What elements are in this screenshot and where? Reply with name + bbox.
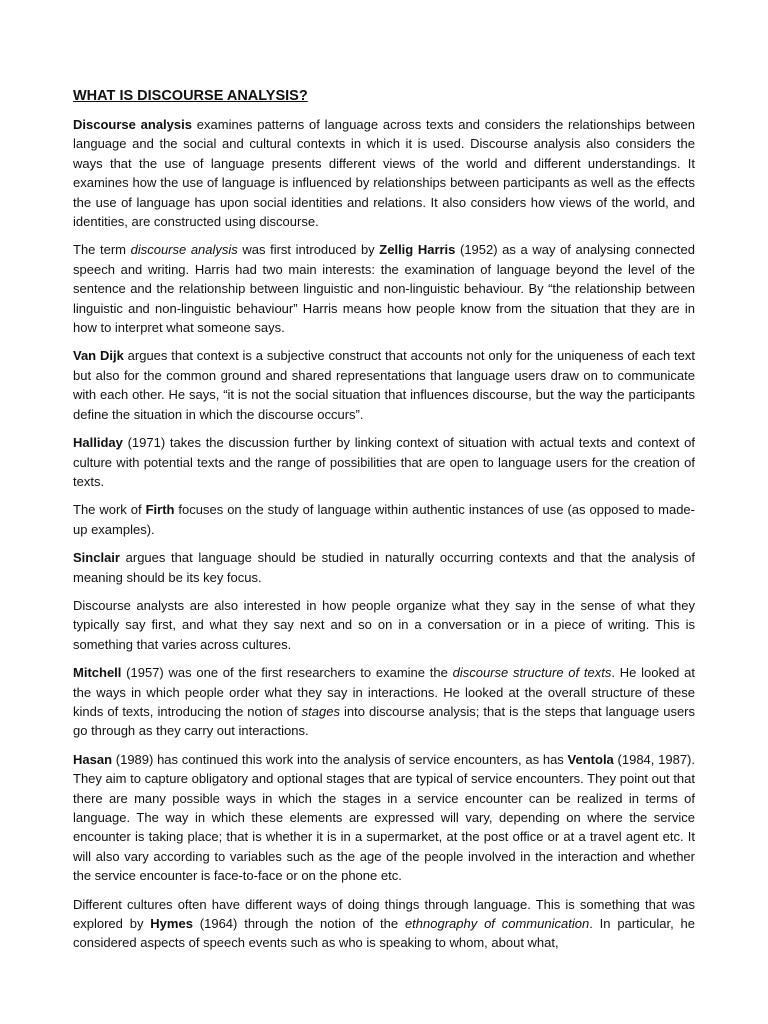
paragraph-sinclair: Sinclair argues that language should be studied in naturally occurring contexts and that the analysis of meaning should be its key focus. xyxy=(73,550,695,585)
paragraph-halliday: Halliday (1971) takes the discussion further by linking context of situation with actual texts and context of culture with potential texts and the range of possibilities that are open to language users for the creation of texts. xyxy=(73,435,695,489)
paragraph-definition: Discourse analysis examines patterns of language across texts and considers the relationships between language and the social and cultural contexts in which it is used. Discourse analysis also considers the ways that the use of language presents different views of the world and different understandings. It examines how the use of language is influenced by relationships between participants as well as the effects the use of language has upon social identities and relations. It also considers how views of the world, and identities, are constructed using discourse. xyxy=(73,117,695,230)
paragraph-harris: The term discourse analysis was first introduced by Zellig Harris (1952) as a way of analysing connected speech and writing. Harris had two main interests: the examination of language beyond the level of the sentence and the relationship between linguistic and non-linguistic behaviour. By “the relationship between linguistic and non-linguistic behaviour” Harris means how people know from the situation that they are in how to interpret what someone says. xyxy=(73,242,695,336)
paragraph-hasan: Hasan (1989) has continued this work into the analysis of service encounters, as has Ventola (1984, 1987). They aim to capture obligatory and optional stages that are typical of service encounters. They point out that there are many possible ways in which the stages in a service encounter can be realized in terms of language. The way in which these elements are expressed will vary, depending on where the service encounter is taking place; that is whether it is in a supermarket, at the post office or at a travel agent etc. It will also vary according to variables such as the age of the people involved in the interaction and whether the service encounter is face-to-face or on the phone etc. xyxy=(73,751,695,884)
name-halliday: Halliday xyxy=(73,435,123,451)
name-zellig-harris: Zellig Harris xyxy=(379,242,456,258)
paragraph-organization: Discourse analysts are also interested in how people organize what they say in the sense of what they typically say first, and what they say next and so on in a conversation or in a piece of writing. This is something that varies across cultures. xyxy=(73,597,695,652)
term-discourse-analysis: Discourse analysis xyxy=(73,117,192,132)
paragraph-mitchell: Mitchell (1957) was one of the first researchers to examine the discourse structure of texts. He looked at the ways in which people order what they say in interactions. He looked at the overall structure of these kinds of texts, introducing the notion of stages into discourse analysis; that is the steps that language users go through as they carry out interactions. xyxy=(73,665,695,739)
paragraph-hymes: Different cultures often have different ways of doing things through language. This is something that was explored by Hymes (1964) through the notion of the ethnography of communication. In particular, he considered aspects of speech events such as who is speaking to whom, about what, xyxy=(73,896,695,951)
name-sinclair: Sinclair xyxy=(73,550,120,566)
name-firth: Firth xyxy=(145,502,175,518)
paragraph-van-dijk: Van Dijk argues that context is a subjective construct that accounts not only for the uniqueness of each text but also for the common ground and shared representations that language users draw on to communicate with each other. He says, “it is not the social situation that influences discourse, but the way the participants define the situation in which the discourse occurs”. xyxy=(73,348,696,422)
name-mitchell: Mitchell xyxy=(73,665,122,681)
document-page xyxy=(73,85,695,962)
name-hasan: Hasan xyxy=(73,751,113,767)
name-ventola: Ventola xyxy=(567,751,614,767)
page-title: WHAT IS DISCOURSE ANALYSIS? xyxy=(73,88,308,104)
paragraph-firth: The work of Firth focuses on the study of language within authentic instances of use (as opposed to made-up examples). xyxy=(73,502,695,537)
name-van-dijk: Van Dijk xyxy=(73,348,124,364)
name-hymes: Hymes xyxy=(150,916,193,932)
